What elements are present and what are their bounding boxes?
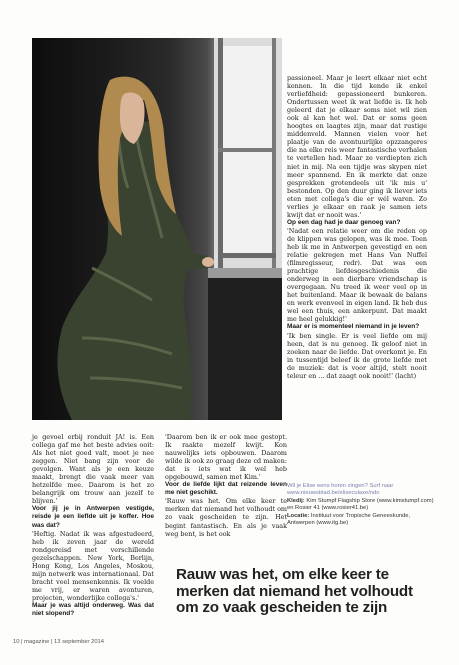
interview-question: Maar je was altijd onderweg. Was dat niet slopend? (32, 601, 154, 618)
page-folio: 10 | magazine | 13 september 2014 (13, 639, 104, 645)
body-paragraph: 'Nadat een relatie weer om die reden op de klippen was gelopen, was ik moe. Toen heb ik me in Antwerpen gevestigd en een relatie gekregen met Hans Van Nuffel (filmregisseur, redr). Dat was een prachtige liefdesgeschiedenis die onderweg in een dierbare vriendschap is overgegaan. Nu treed ik weer veel op in het buitenland. Maar ik bewaak de balans en werk evenveel in eigen land. Ik heb dus wel een thuis, een ankerpunt. Dat maakt me heel gelukkig!' (287, 226, 427, 324)
credit-line (287, 505, 437, 512)
photo-credits (287, 498, 437, 528)
interview-question: Maar er is momenteel niemand in je leven? (287, 323, 420, 331)
article-photo (32, 38, 282, 420)
interview-question: Op een dag had je daar genoeg van? (287, 218, 401, 226)
body-paragraph: 'Heftig. Nadat ik was afgestudeerd, heb ik zeven jaar de wereld rondgereisd met verschillende gezelschappen. New York, Berlijn, Hong Kong, Los Angeles, Moskou, mijn netwerk was internationaal. Dat bracht veel mensenkennis. Ik voelde me vrij, er waren avonturen, projecten, wonderlijke collega's.' (32, 529, 154, 602)
body-paragraph: 'Rauw was het. Om elke keer te merken dat niemand het volhoudt om zo vaak gescheiden te zijn. Het begint fantastisch. En als je vaak weg bent, is het ook (165, 497, 287, 538)
credit-text: Kim Stumpf Flagship Store (www.kimstumpf.com) (304, 498, 434, 504)
interview-question: Voor de liefde lijkt dat reizende leven me niet geschikt. (165, 481, 287, 497)
pull-quote-line: Rauw was het, om elke keer te (176, 566, 389, 583)
credit-line (287, 513, 437, 528)
body-paragraph: 'Ik ben single. Er is veel liefde om mij heen, dat is nu genoeg. Ik geloof niet in zoeken naar de liefde. Dat overkomt je. En in tussentijd beleef ik de grote liefde met de muziek: dat is voor altijd, stelt nooit teleur en ... dat zaagt ook nooit!' (lacht) (287, 331, 427, 380)
woman-at-window-illustration (32, 38, 282, 420)
credit-label: Kledij: (287, 498, 305, 504)
interview-question: Voor jij je in Antwerpen vestigde, reisde je een lieflde uit je koffer. Hoe was dat? (32, 505, 154, 529)
promo-text[interactable]: Wil je Elise eens horen zingen? Surf naar www.nieuwsblad.be/eliseculaxe/ndo (287, 483, 394, 497)
article-column-right (287, 74, 427, 380)
pull-quote (176, 567, 438, 617)
pull-quote-line: om zo vaak gescheiden te zijn (176, 599, 388, 617)
credit-text: Instituut voor Tropische Geneeskunde, Antwerpen (www.itg.be) (287, 512, 411, 527)
pull-quote-line: merken dat niemand het volhoudt (176, 582, 413, 600)
body-paragraph: je gevoel erbij ronduit JA! is. Een collega gaf me het beste advies ooit: Als het niet goed valt, moet je nee zeggen. Niet bang zijn voor de gevolgen. Want als je een keuze maakt, brengt die vaak meer van hetzelfde mee. Daarom is het zo belangrijk om trouw aan jezelf te blijven.' (32, 433, 154, 506)
credit-text: en Rosier 41 (www.rosier41.be) (287, 505, 369, 512)
body-paragraph: passioneel. Maar je leert elkaar niet echt kennen. In die tijd kende ik enkel verliefdheid: gepassioneerd bunkeren. Ondertussen weet ik wat liefde is. Ik heb geleerd dat je elkaar soms niet wil zien ook al kan het wel. Dat er soms geen hoogtes en laagtes zijn, maar dat rustige middenveld. Mannen vielen voor het plaatje van de avontuurlijke opzzangeres die na elke reis weer fantastische verhalen te vertellen had. Maar ze verdiepten zich niet in mij. Na een tijdje was skypen niet meer spannend. En ik merkte dat onze gesprekken grotendeels uit 'ik mis u' bestonden. Op den duur ging ik liever iets eten met collega's die er wél waren. Zo verlies je elkaar en raak je samen iets kwijt dat er nooit was.' (287, 74, 427, 219)
article-column-left-2 (165, 433, 287, 538)
body-paragraph: 'Daarom ben ik er ook mee gestopt. Ik raakte mezelf kwijt. Kon nauwelijks iets opbouwen. Daarom wilde ik ook zo graag deze cd maken: dat is iets wat ik wel heb opgebouwd, samen met Kim.' (165, 433, 287, 482)
article-column-left-1 (32, 433, 154, 618)
credit-label: Locatie: (287, 512, 310, 519)
credit-line (287, 498, 437, 505)
